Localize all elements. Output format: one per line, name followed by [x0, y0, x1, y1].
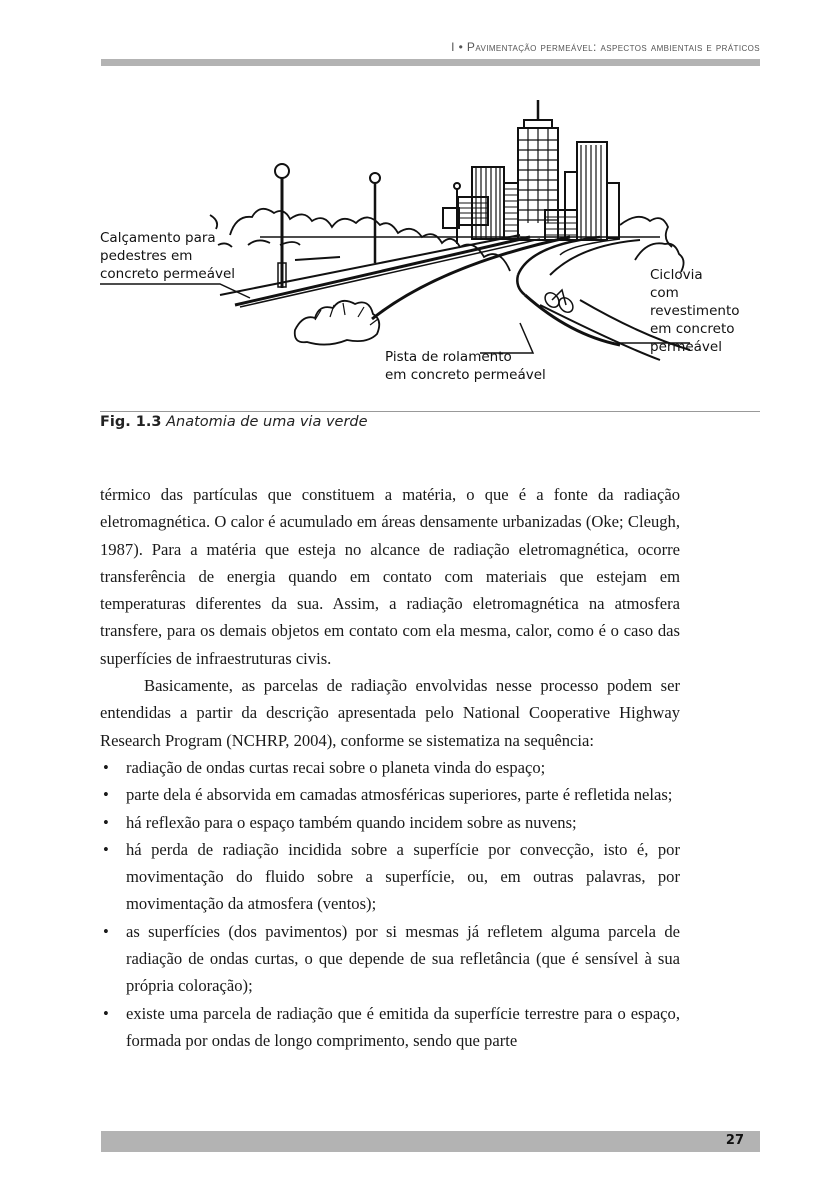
paragraph-1: térmico das partículas que constituem a matéria, o que é a fonte da radiação eletromagnética. O calor é acumulado em áreas densamente urbanizadas (Oke; Cleugh, 1987). Para a matéria que esteja no alcance de radiação eletromagnética, ocorre transferência de energia quando em contato com materiais que estejam em temperaturas diferentes da sua. Assim, a radiação eletromagnética na atmosfera transfere, para os demais objetos em contato com ela mesma, calor, como é o caso das superfícies de infraestruturas civis.: [100, 485, 680, 668]
body-text: [100, 481, 680, 1054]
bullet-icon: •: [103, 785, 109, 805]
list-item-text: há perda de radiação incidida sobre a superfície por convecção, isto é, por movimentação do fluido sobre a superfície, ou, em outras palavras, por movimentação da atmosfera (ventos);: [126, 839, 680, 914]
radiation-list: [100, 754, 680, 1054]
list-item: [100, 754, 680, 781]
label-line: Pista de rolamento: [385, 349, 512, 365]
bullet-icon: •: [103, 921, 109, 941]
running-head: I • Pavimentação permeável: aspectos ambientais e práticos: [451, 40, 760, 54]
bullet-icon: •: [103, 1003, 109, 1023]
road-lines: [220, 235, 690, 360]
leader-lines: [100, 284, 690, 353]
list-item-text: existe uma parcela de radiação que é emitida da superfície terrestre para o espaço, formada por ondas de longo comprimento, sendo que parte: [126, 1003, 680, 1050]
label-line: permeável: [650, 339, 722, 355]
bullet-icon: •: [103, 839, 109, 859]
list-item-text: há reflexão para o espaço também quando incidem sobre as nuvens;: [126, 812, 577, 832]
figure-rule: [100, 411, 760, 412]
green-street-illustration: [100, 95, 760, 395]
figure-caption: [100, 414, 368, 430]
label-line: pedestres em: [100, 248, 193, 264]
label-line: concreto permeável: [100, 266, 236, 282]
label-line: Calçamento para: [100, 230, 216, 246]
label-line: com revestimento: [650, 285, 740, 319]
label-bikeway: [650, 266, 760, 356]
list-item: [100, 1000, 680, 1055]
caption-number: Fig. 1.3: [100, 414, 162, 430]
label-line: Ciclovia: [650, 267, 703, 283]
label-sidewalk: [100, 229, 235, 283]
caption-text: Anatomia de uma via verde: [166, 414, 368, 430]
footer-bar: [101, 1131, 760, 1152]
list-item-text: radiação de ondas curtas recai sobre o planeta vinda do espaço;: [126, 757, 546, 777]
list-item: [100, 781, 680, 808]
lamp-posts: [275, 164, 460, 288]
city-skyline: [443, 100, 619, 240]
header-rule: [101, 59, 760, 66]
list-item: [100, 918, 680, 1000]
list-item: [100, 836, 680, 918]
list-item-text: parte dela é absorvida em camadas atmosféricas superiores, parte é refletida nelas;: [126, 785, 673, 805]
list-item-text: as superfícies (dos pavimentos) por si mesmas já refletem alguma parcela de radiação de ondas curtas, o que depende de sua refletância (que é sensível à sua própria coloração);: [126, 921, 680, 996]
paragraph-2: Basicamente, as parcelas de radiação envolvidas nesse processo podem ser entendidas a partir da descrição apresentada pelo National Cooperative Highway Research Program (NCHRP, 2004), conforme se sistematiza na sequência:: [100, 676, 680, 750]
label-line: em concreto permeável: [385, 367, 546, 383]
foreground-bush: [295, 301, 380, 345]
label-roadway: [385, 348, 546, 384]
bullet-icon: •: [103, 812, 109, 832]
label-line: em concreto: [650, 321, 735, 337]
list-item: [100, 809, 680, 836]
bullet-icon: •: [103, 757, 109, 777]
page-number: 27: [725, 1133, 744, 1148]
